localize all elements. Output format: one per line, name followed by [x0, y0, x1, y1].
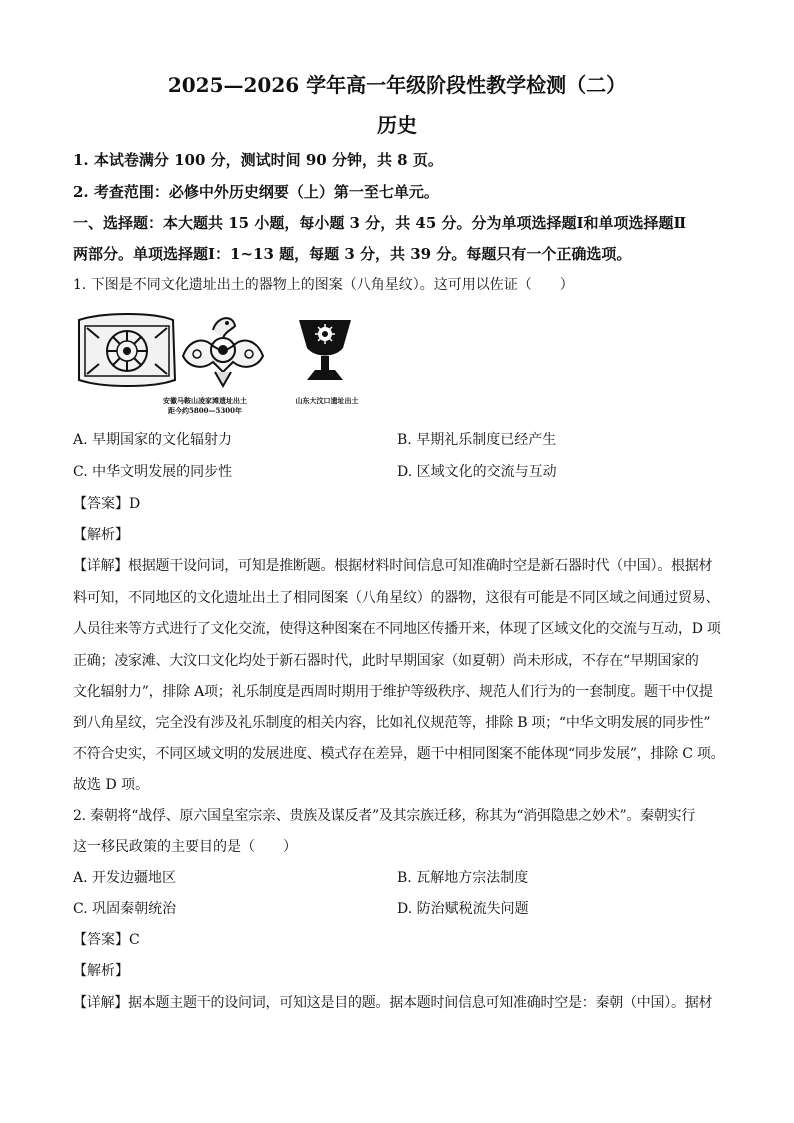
subject-title: 历史: [377, 113, 417, 137]
note-2: 2. 考查范围：必修中外历史纲要（上）第一至七单元。: [73, 183, 439, 201]
jade-plaque-image: [79, 314, 175, 386]
q1-analysis-label: 【解析】: [73, 527, 129, 543]
exam-title: 2025—2026 学年高一年级阶段性教学检测（二）: [167, 73, 627, 97]
q2-option-b: B. 瓦解地方宗法制度: [397, 870, 529, 886]
caption-left-line-1: 安徽马鞍山凌家滩遗址出土: [163, 396, 247, 405]
caption-left-line-2: 距今约5800—5300年: [168, 406, 242, 415]
jade-eagle-image: [183, 318, 263, 386]
section-heading-line-2: 两部分。单项选择题Ⅰ：1~13 题，每题 3 分，共 39 分。每题只有一个正确选项。: [73, 245, 632, 263]
q1-detail-line: 故选 D 项。: [73, 777, 150, 793]
q2-detail-line: 【详解】据本题主题干的设问词，可知这是目的题。据本题时间信息可知准确时空是：秦朝（中国）。据材: [73, 995, 713, 1011]
section-heading-line-1: 一、选择题：本大题共 15 小题，每小题 3 分，共 45 分。分为单项选择题Ⅰ和单项选择题Ⅱ: [73, 214, 687, 232]
question-2-stem-line-1: 2. 秦朝将“战俘、原六国皇室宗亲、贵族及谋反者”及其宗族迁移，称其为“消弭隐患之妙术”。秦朝实行: [73, 808, 696, 824]
q1-option-c: C. 中华文明发展的同步性: [73, 464, 233, 480]
q2-option-a: A. 开发边疆地区: [73, 870, 177, 886]
question-1-stem: 1. 下图是不同文化遗址出土的器物上的图案（八角星纹）。这可用以佐证（ ）: [73, 277, 574, 293]
q1-detail-line: 文化辐射力”，排除 A项；礼乐制度是西周时期用于维护等级秩序、规范人们行为的一套制度。题干中仅提: [73, 684, 713, 700]
q1-detail-line: 料可知，不同地区的文化遗址出土了相同图案（八角星纹）的器物，这很有可能是不同区域之间通过贸易、: [73, 590, 720, 606]
q2-option-d: D. 防治赋税流失问题: [397, 901, 529, 917]
q1-detail-line: 人员往来等方式进行了文化交流，使得这种图案在不同地区传播开来，体现了区域文化的交流与互动，D 项: [73, 621, 721, 637]
q2-option-c: C. 巩固秦朝统治: [73, 901, 177, 917]
q1-detail-line: 【详解】根据题干设问词，可知是推断题。根据材料时间信息可知准确时空是新石器时代（中国）。根据材: [73, 558, 713, 574]
caption-left: [150, 396, 260, 416]
q1-option-a: A. 早期国家的文化辐射力: [73, 432, 233, 448]
q2-answer: 【答案】C: [73, 932, 140, 948]
question-2-stem-line-2: 这一移民政策的主要目的是（ ）: [73, 839, 297, 855]
note-1: 1. 本试卷满分 100 分，测试时间 90 分钟，共 8 页。: [73, 151, 443, 169]
q1-detail-line: 不符合史实，不同区域文明的发展进度、模式存在差异，题干中相同图案不能体现“同步发展”，排除 C 项。: [73, 746, 725, 762]
q1-answer: 【答案】D: [73, 496, 141, 512]
q1-detail-line: 正确；凌家滩、大汶口文化均处于新石器时代，此时早期国家（如夏朝）尚未形成，不存在“早期国家的: [73, 653, 699, 669]
q1-detail-line: 到八角星纹，完全没有涉及礼乐制度的相关内容，比如礼仪规范等，排除 B 项；“中华文明发展的同步性”: [73, 715, 711, 731]
pottery-cup-image: [299, 320, 351, 380]
q1-option-b: B. 早期礼乐制度已经产生: [397, 432, 557, 448]
caption-right: 山东大汶口遗址出土: [295, 396, 359, 405]
q1-option-d: D. 区域文化的交流与互动: [397, 464, 557, 480]
q2-analysis-label: 【解析】: [73, 963, 129, 979]
